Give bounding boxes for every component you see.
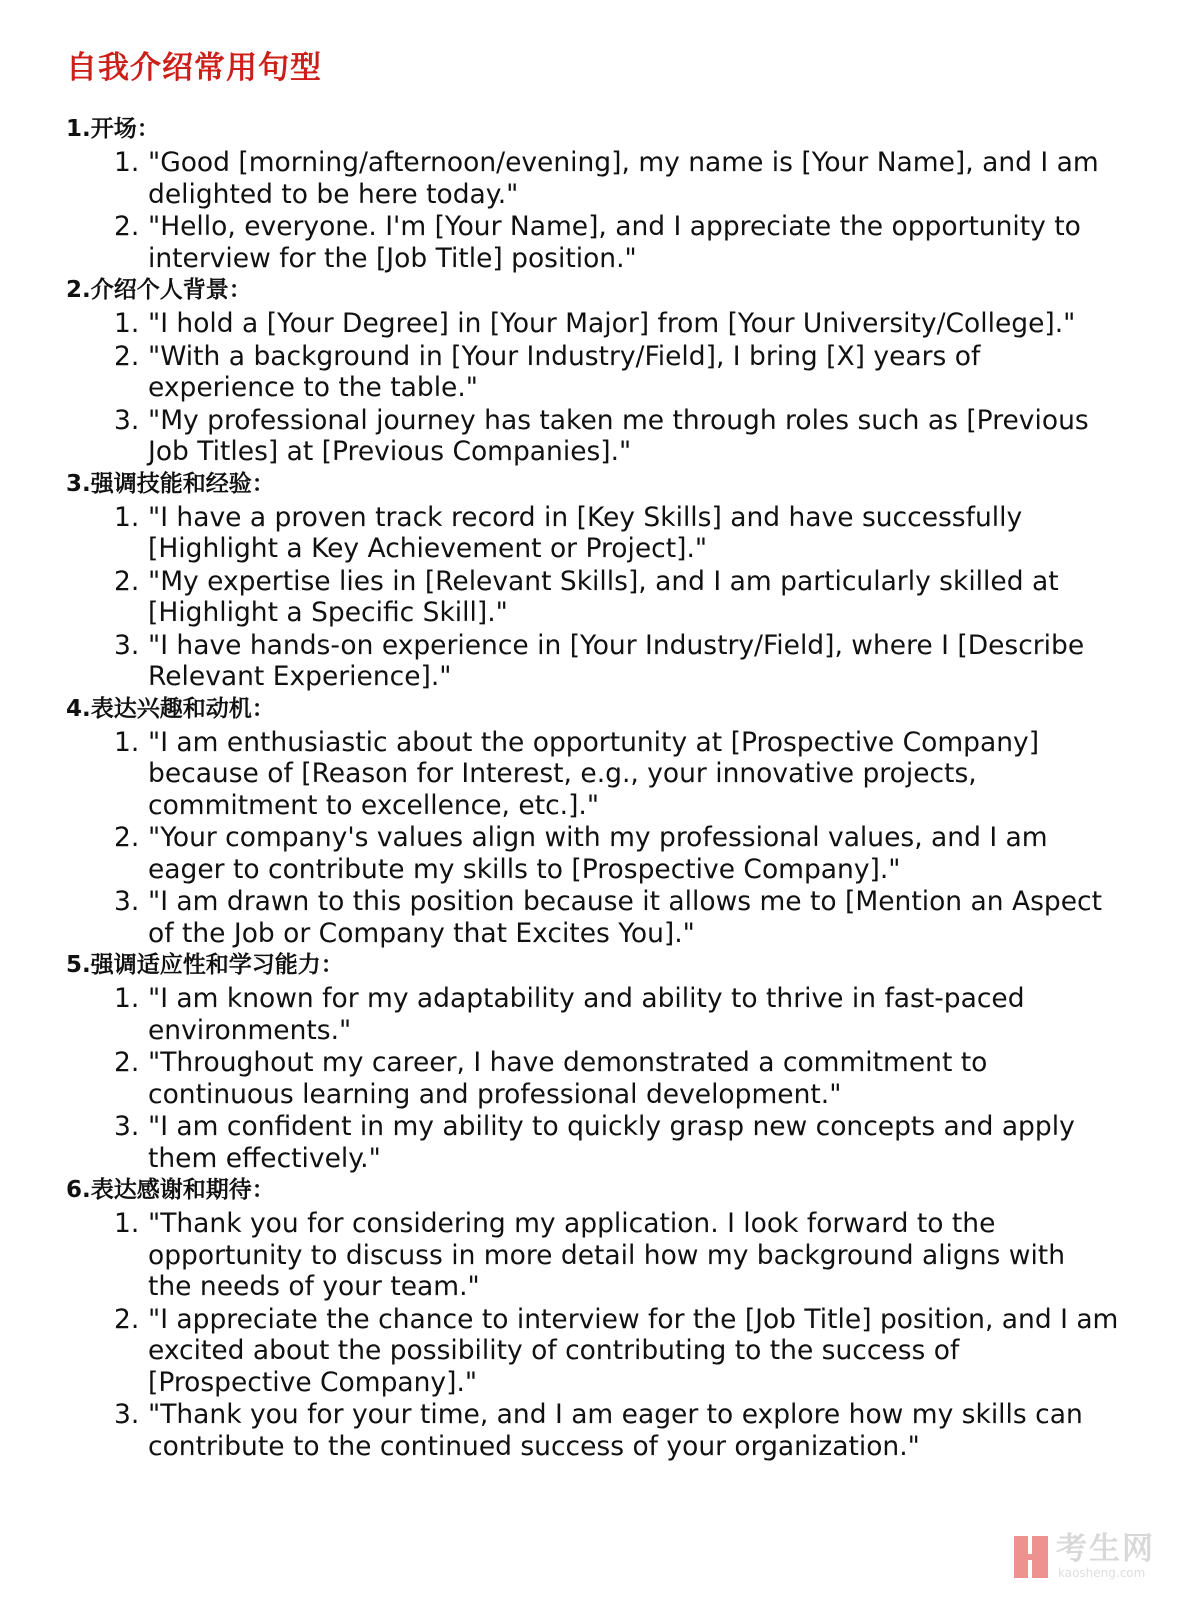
- section-heading: 4.表达兴趣和动机：: [66, 695, 275, 722]
- phrase-list: [66, 1208, 1166, 1462]
- list-item-number: 3.: [114, 404, 140, 436]
- list-item: [66, 502, 1166, 565]
- list-item: [66, 1208, 1166, 1303]
- list-item-text: "I hold a [Your Degree] in [Your Major] from [Your University/College].": [148, 308, 1076, 339]
- section: [66, 275, 1166, 468]
- section: [66, 469, 1166, 693]
- list-item: [66, 983, 1166, 1046]
- list-item-text: "I am known for my adaptability and ability to thrive in fast-paced environments.": [148, 983, 1025, 1046]
- list-item-text: "Throughout my career, I have demonstrated a commitment to continuous learning and professional development.": [148, 1047, 988, 1110]
- list-item-text: "With a background in [Your Industry/Field], I bring [X] years of experience to the table.": [148, 340, 981, 403]
- list-item-text: "Your company's values align with my professional values, and I am eager to contribute my skills to [Prospective Company].": [148, 822, 1048, 885]
- list-item-number: 2.: [114, 340, 140, 372]
- list-item: [66, 211, 1166, 274]
- list-item-number: 1.: [114, 1208, 140, 1239]
- phrase-list: [66, 983, 1166, 1174]
- list-item-number: 2.: [114, 822, 140, 853]
- list-item-number: 2.: [114, 565, 140, 597]
- section-heading: 5.强调适应性和学习能力：: [66, 952, 344, 978]
- list-item-number: 3.: [114, 1111, 140, 1142]
- list-item: [66, 341, 1166, 404]
- kaosheng-logo-icon: [1014, 1536, 1048, 1578]
- section-heading: 2.介绍个人背景：: [66, 277, 252, 303]
- list-item: [66, 1399, 1166, 1462]
- content-body: [66, 114, 1166, 1463]
- section: [66, 950, 1166, 1174]
- list-item: [66, 405, 1166, 468]
- list-item-text: "Thank you for considering my application. I look forward to the opportunity to discuss in more detail how my background aligns with the needs of your team.": [148, 1208, 1065, 1302]
- list-item-text: "I appreciate the chance to interview for the [Job Title] position, and I am excited about the possibility of contributing to the success of [Prospective Company].": [148, 1303, 1119, 1398]
- phrase-list: [66, 727, 1166, 950]
- watermark-domain: kaosheng.com: [1058, 1566, 1146, 1580]
- list-item-number: 1.: [114, 726, 140, 758]
- list-item: [66, 630, 1166, 693]
- list-item: [66, 1304, 1166, 1399]
- list-item: [66, 727, 1166, 822]
- list-item-number: 3.: [114, 886, 140, 917]
- list-item-text: "I am enthusiastic about the opportunity at [Prospective Company] because of [Reason for Interest, e.g., your innovative projects, commitment to excellence, etc.].": [148, 726, 1040, 821]
- list-item-number: 1.: [114, 147, 140, 178]
- list-item-text: "Hello, everyone. I'm [Your Name], and I appreciate the opportunity to interview for the [Job Title] position.": [148, 211, 1081, 274]
- list-item-text: "My professional journey has taken me through roles such as [Previous Job Titles] at [Previous Companies].": [148, 404, 1089, 467]
- list-item-number: 2.: [114, 1303, 140, 1335]
- section-heading: 3.强调技能和经验：: [66, 470, 275, 497]
- list-item: [66, 822, 1166, 885]
- section: [66, 694, 1166, 950]
- list-item: [66, 566, 1166, 629]
- list-item: [66, 308, 1166, 340]
- list-item: [66, 1047, 1166, 1110]
- phrase-list: [66, 147, 1166, 274]
- list-item-number: 2.: [114, 1047, 140, 1078]
- list-item-number: 3.: [114, 1399, 140, 1430]
- watermark: [1014, 1532, 1174, 1584]
- list-item-number: 1.: [114, 501, 140, 533]
- list-item-number: 3.: [114, 629, 140, 661]
- list-item: [66, 1111, 1166, 1174]
- list-item-text: "I am confident in my ability to quickly grasp new concepts and apply them effectively.": [148, 1111, 1075, 1174]
- list-item-text: "I have hands-on experience in [Your Industry/Field], where I [Describe Relevant Experience].": [148, 629, 1085, 692]
- phrase-list: [66, 308, 1166, 468]
- list-item-number: 2.: [114, 211, 140, 242]
- section: [66, 114, 1166, 274]
- list-item-text: "Thank you for your time, and I am eager to explore how my skills can contribute to the continued success of your organization.": [148, 1399, 1083, 1462]
- page-title: 自我介绍常用句型: [66, 50, 322, 86]
- list-item-text: "My expertise lies in [Relevant Skills], and I am particularly skilled at [Highlight a Specific Skill].": [148, 565, 1059, 628]
- list-item-text: "I am drawn to this position because it allows me to [Mention an Aspect of the Job or Company that Excites You].": [148, 886, 1102, 949]
- list-item-number: 1.: [114, 308, 140, 339]
- list-item: [66, 886, 1166, 949]
- list-item-text: "I have a proven track record in [Key Skills] and have successfully [Highlight a Key Achievement or Project].": [148, 501, 1023, 564]
- watermark-name: 考生网: [1056, 1531, 1155, 1567]
- list-item-text: "Good [morning/afternoon/evening], my name is [Your Name], and I am delighted to be here today.": [148, 147, 1099, 210]
- section-heading: 6.表达感谢和期待：: [66, 1177, 275, 1203]
- phrase-list: [66, 502, 1166, 693]
- section-heading: 1.开场：: [66, 116, 160, 142]
- list-item: [66, 147, 1166, 210]
- list-item-number: 1.: [114, 983, 140, 1014]
- section: [66, 1175, 1166, 1462]
